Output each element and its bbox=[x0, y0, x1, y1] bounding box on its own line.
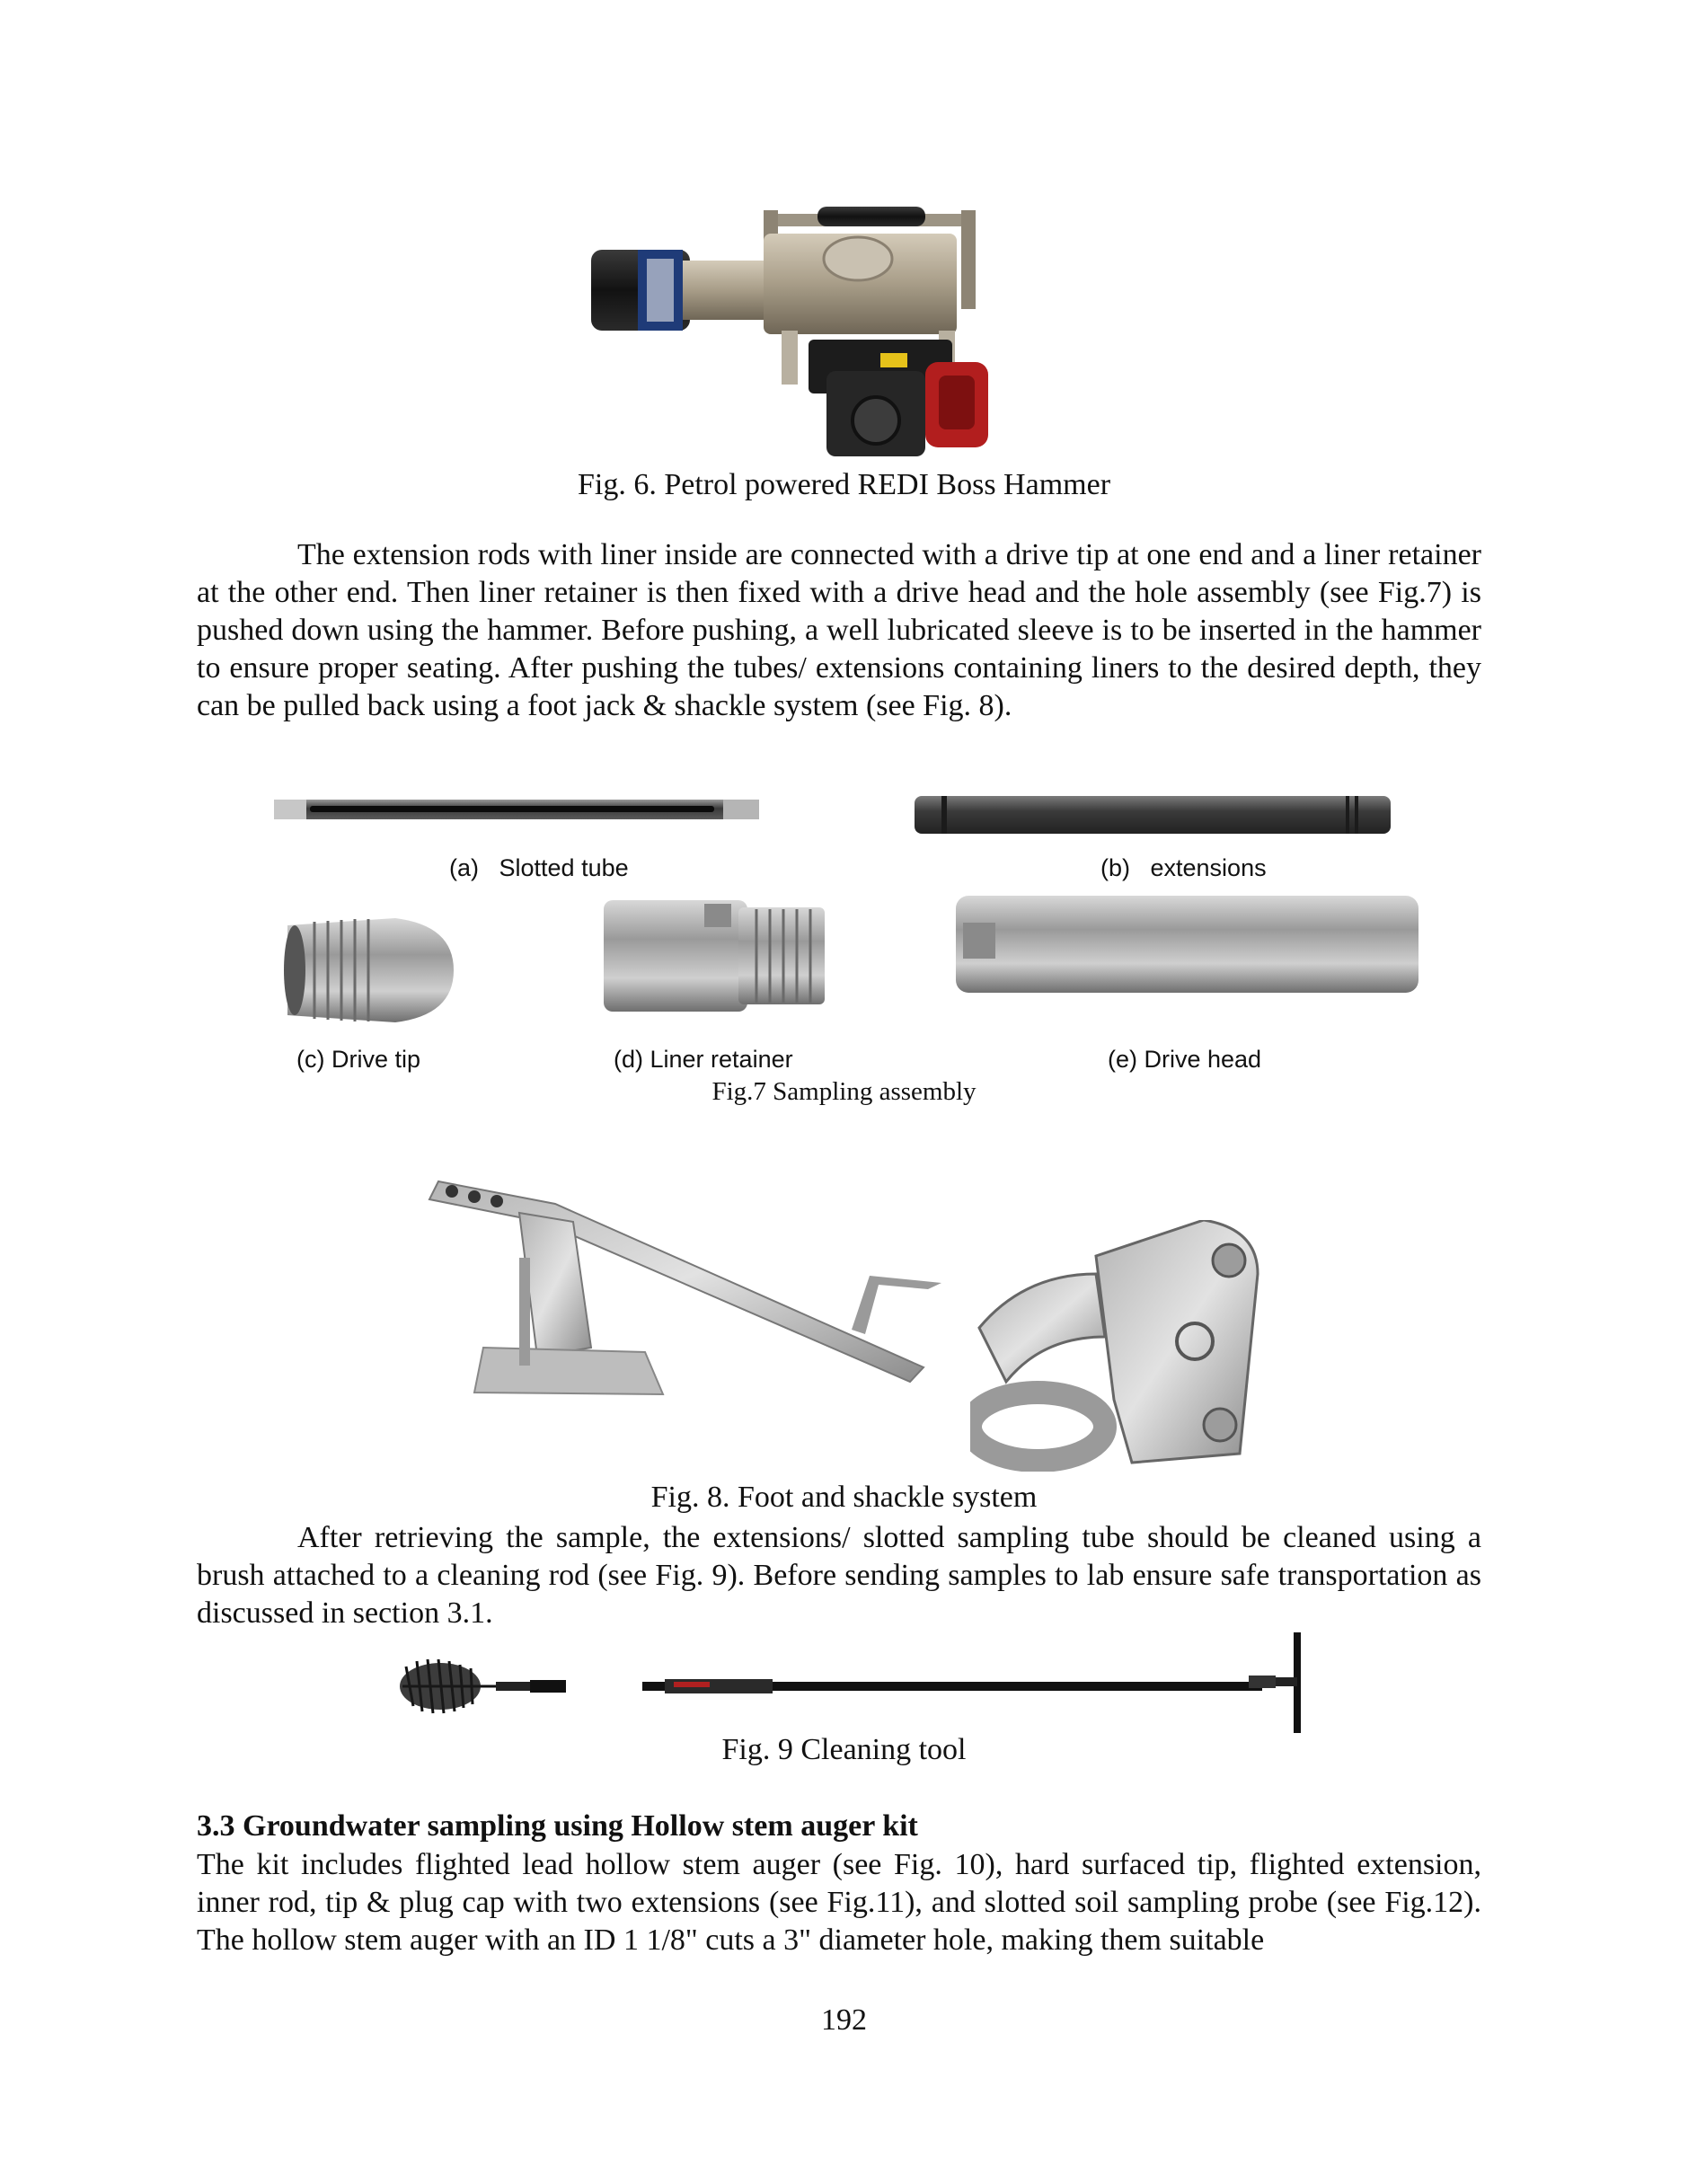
label-slotted-tube: (a) Slotted tube bbox=[449, 854, 629, 881]
label-liner-retainer: (d) Liner retainer bbox=[614, 1046, 793, 1073]
foot-jack-photo bbox=[420, 1168, 950, 1410]
section-paragraph: The kit includes flighted lead hollow stem auger (see Fig. 10), hard surfaced tip, flighted extension, inner rod, tip & plug cap with two extensions (see Fig.11), and slotted soil sampling probe (see Fig.12). The hollow stem auger with an ID 1 1/8" cuts a 3" diameter hole, making them suitable bbox=[197, 1848, 1481, 1957]
fig8-caption: Fig. 8. Foot and shackle system bbox=[650, 1481, 1038, 1514]
label-drive-tip: (c) Drive tip bbox=[296, 1046, 421, 1073]
drive-tip-photo bbox=[278, 907, 458, 1033]
fig7-caption: Fig.7 Sampling assembly bbox=[711, 1077, 977, 1106]
paragraph-1: The extension rods with liner inside are connected with a drive tip at one end and a liner retainer at the other end. Then liner retainer is then fixed with a drive head and the hole assembly (see Fig.7) is pushed down using the hammer. Before pushing, a well lubricated sleeve is to be inserted in the hammer to ensure proper seating. After pushing the tubes/ extensions containing liners to the desired depth, they can be pulled back using a foot jack & shackle system (see Fig. 8). bbox=[197, 538, 1481, 722]
label-extensions: (b) extensions bbox=[1100, 854, 1267, 881]
section-heading: 3.3 Groundwater sampling using Hollow stem auger kit bbox=[197, 1809, 918, 1843]
liner-retainer-photo bbox=[604, 893, 828, 1019]
drive-head-photo bbox=[956, 896, 1418, 993]
page-number: 192 bbox=[821, 2003, 867, 2037]
slotted-tube-photo bbox=[274, 794, 759, 825]
label-drive-head: (e) Drive head bbox=[1108, 1046, 1262, 1073]
fig9-caption: Fig. 9 Cleaning tool bbox=[721, 1733, 967, 1766]
paragraph-2: After retrieving the sample, the extensions/ slotted sampling tube should be cleaned using a brush attached to a cleaning rod (see Fig. 9). Before sending samples to lab ensure safe transportation as discussed in section 3.1. bbox=[197, 1521, 1481, 1630]
fig6-caption: Fig. 6. Petrol powered REDI Boss Hammer bbox=[577, 468, 1111, 501]
cleaning-tool-photo bbox=[395, 1631, 1321, 1738]
hammer-photo bbox=[584, 205, 1015, 461]
shackle-photo bbox=[970, 1220, 1267, 1472]
extensions-photo bbox=[915, 792, 1391, 837]
